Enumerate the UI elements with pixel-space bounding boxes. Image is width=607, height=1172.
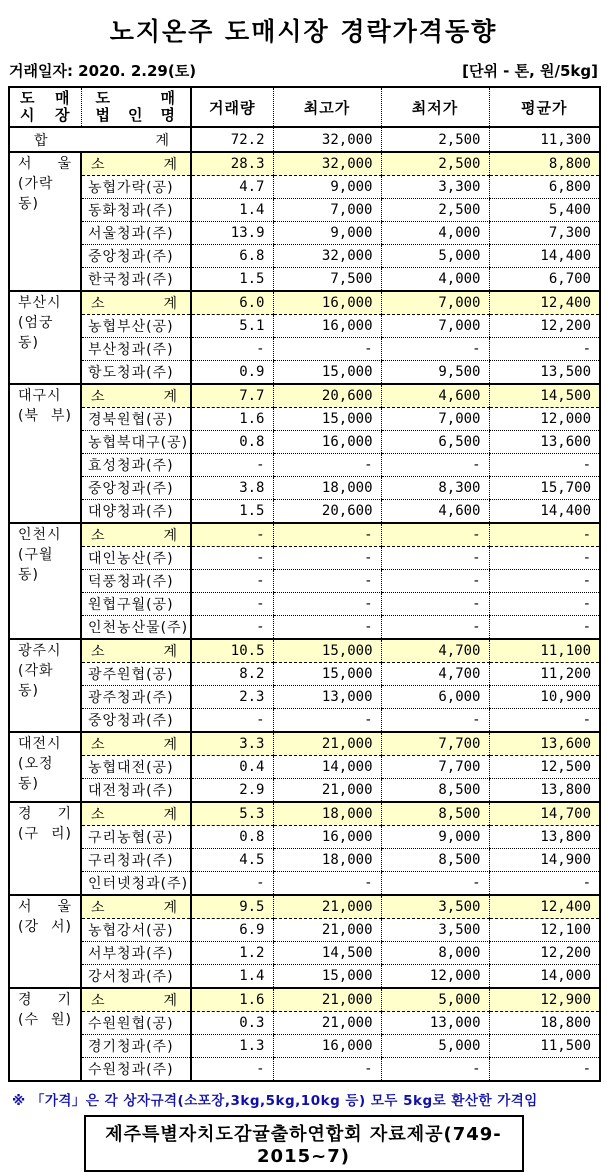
avg-cell: - — [489, 616, 600, 640]
high-cell: - — [273, 454, 381, 477]
subtotal-row — [9, 639, 600, 663]
avg-cell: - — [489, 454, 600, 477]
corp-cell: 원협구월(공) — [81, 593, 191, 616]
market-name: 부산시 — [18, 295, 62, 311]
corp-cell: 소 계 — [81, 802, 191, 826]
high-cell: 32,000 — [273, 245, 381, 268]
volume-cell: - — [191, 338, 273, 361]
volume-cell: 28.3 — [191, 152, 273, 176]
low-cell: 3,500 — [381, 895, 489, 919]
low-cell: 6,000 — [381, 686, 489, 709]
high-cell: - — [273, 570, 381, 593]
market-name: 서 울 — [18, 156, 72, 172]
low-cell: - — [381, 709, 489, 733]
corp-cell: 대인농산(주) — [81, 547, 191, 570]
table-row — [9, 547, 600, 570]
corp-cell: 구리청과(주) — [81, 849, 191, 872]
high-cell: 7,500 — [273, 268, 381, 292]
low-cell: 4,700 — [381, 639, 489, 663]
corp-cell: 중앙청과(주) — [81, 245, 191, 268]
volume-cell: - — [191, 1058, 273, 1082]
high-cell: 18,000 — [273, 802, 381, 826]
corp-cell: 경북원협(공) — [81, 408, 191, 431]
corp-cell: 서울청과(주) — [81, 222, 191, 245]
high-cell: 15,000 — [273, 965, 381, 989]
avg-cell: 14,900 — [489, 849, 600, 872]
table-row — [9, 570, 600, 593]
avg-cell: 12,400 — [489, 895, 600, 919]
volume-cell: - — [191, 616, 273, 640]
avg-cell: 14,500 — [489, 384, 600, 408]
low-cell: 4,600 — [381, 384, 489, 408]
high-cell: 16,000 — [273, 431, 381, 454]
corp-cell: 한국청과(주) — [81, 268, 191, 292]
volume-cell: 4.5 — [191, 849, 273, 872]
market-district: (북 부) — [18, 408, 72, 424]
meta-row — [0, 60, 607, 86]
low-cell: - — [381, 1058, 489, 1082]
low-cell: 5,000 — [381, 1035, 489, 1058]
volume-cell: - — [191, 570, 273, 593]
avg-cell: - — [489, 523, 600, 547]
high-cell: 15,000 — [273, 639, 381, 663]
low-cell: 4,000 — [381, 268, 489, 292]
avg-cell: 14,700 — [489, 802, 600, 826]
trade-date-label: 거래일자: 2020. 2.29(토) — [9, 62, 197, 80]
avg-cell: 15,700 — [489, 477, 600, 500]
low-cell: - — [381, 570, 489, 593]
volume-cell: 2.3 — [191, 686, 273, 709]
volume-cell: 5.1 — [191, 315, 273, 338]
column-header-market: 도 매 시 장 — [9, 87, 81, 127]
high-cell: 21,000 — [273, 732, 381, 756]
volume-cell: 5.3 — [191, 802, 273, 826]
low-cell: 7,700 — [381, 732, 489, 756]
source-text: 제주특별자치도감귤출하연합회 자료제공(749-2015~7) — [105, 1124, 502, 1167]
low-cell: 9,000 — [381, 826, 489, 849]
avg-cell: - — [489, 547, 600, 570]
corp-cell: 소 계 — [81, 291, 191, 315]
corp-cell: 농협부산(공) — [81, 315, 191, 338]
high-cell: - — [273, 523, 381, 547]
high-cell: - — [273, 593, 381, 616]
low-cell: - — [381, 616, 489, 640]
avg-cell: 12,400 — [489, 291, 600, 315]
low-cell: 2,500 — [381, 152, 489, 176]
avg-cell: 12,000 — [489, 408, 600, 431]
table-row — [9, 919, 600, 942]
header-row — [9, 87, 600, 127]
table-row — [9, 779, 600, 803]
high-cell: - — [273, 616, 381, 640]
avg-cell: 12,500 — [489, 756, 600, 779]
high-cell: 32,000 — [273, 127, 381, 152]
low-cell: 3,500 — [381, 919, 489, 942]
corp-cell: 소 계 — [81, 523, 191, 547]
volume-cell: 8.2 — [191, 663, 273, 686]
avg-cell: 14,000 — [489, 965, 600, 989]
table-row — [9, 315, 600, 338]
column-header-volume: 거래량 — [191, 87, 273, 127]
table-row — [9, 361, 600, 385]
high-cell: 9,000 — [273, 222, 381, 245]
volume-cell: 1.5 — [191, 500, 273, 524]
high-cell: 21,000 — [273, 1012, 381, 1035]
avg-cell: 12,200 — [489, 942, 600, 965]
volume-cell: 6.9 — [191, 919, 273, 942]
market-district: (가락동) — [18, 176, 54, 212]
corp-cell: 소 계 — [81, 152, 191, 176]
corp-cell: 중앙청과(주) — [81, 709, 191, 733]
subtotal-row — [9, 523, 600, 547]
volume-cell: 1.4 — [191, 965, 273, 989]
low-cell: 13,000 — [381, 1012, 489, 1035]
avg-cell: 11,100 — [489, 639, 600, 663]
subtotal-row — [9, 291, 600, 315]
market-cell — [9, 291, 81, 384]
table-row — [9, 454, 600, 477]
low-cell: - — [381, 454, 489, 477]
corp-cell: 소 계 — [81, 895, 191, 919]
market-cell — [9, 523, 81, 639]
table-row — [9, 663, 600, 686]
corp-cell: 경기청과(주) — [81, 1035, 191, 1058]
avg-cell: 13,600 — [489, 431, 600, 454]
avg-cell: 12,200 — [489, 315, 600, 338]
market-district: (구 리) — [18, 826, 72, 842]
volume-cell: 1.2 — [191, 942, 273, 965]
high-cell: 15,000 — [273, 361, 381, 385]
corp-cell: 중앙청과(주) — [81, 477, 191, 500]
avg-cell: - — [489, 570, 600, 593]
market-cell — [9, 988, 81, 1081]
avg-cell: - — [489, 338, 600, 361]
low-cell: - — [381, 547, 489, 570]
corp-cell: 소 계 — [81, 639, 191, 663]
market-district: (각화동) — [18, 663, 54, 699]
table-body — [9, 127, 600, 1081]
market-cell — [9, 802, 81, 895]
corp-cell: 광주청과(주) — [81, 686, 191, 709]
table-row — [9, 500, 600, 524]
low-cell: - — [381, 593, 489, 616]
volume-cell: 4.7 — [191, 176, 273, 199]
table-row — [9, 408, 600, 431]
page-title: 노지온주 도매시장 경락가격동향 — [109, 17, 498, 46]
low-cell: - — [381, 523, 489, 547]
corp-cell: 대전청과(주) — [81, 779, 191, 803]
corp-cell: 효성청과(주) — [81, 454, 191, 477]
low-cell: 6,500 — [381, 431, 489, 454]
avg-cell: 14,400 — [489, 245, 600, 268]
high-cell: 32,000 — [273, 152, 381, 176]
subtotal-row — [9, 152, 600, 176]
unit-label: [단위 - 톤, 원/5kg] — [462, 62, 598, 80]
column-header-avg-price: 평균가 — [489, 87, 600, 127]
volume-cell: 10.5 — [191, 639, 273, 663]
table-row — [9, 1035, 600, 1058]
footnote: ※ 「가격」은 각 상자규격(소포장,3kg,5kg,10kg 등) 모두 5kg로 환산한 가격임 — [12, 1093, 538, 1109]
low-cell: 5,000 — [381, 988, 489, 1012]
avg-cell: 13,600 — [489, 732, 600, 756]
high-cell: 21,000 — [273, 895, 381, 919]
corp-cell: 동화청과(주) — [81, 199, 191, 222]
table-row — [9, 1058, 600, 1082]
low-cell: 9,500 — [381, 361, 489, 385]
volume-cell: - — [191, 709, 273, 733]
market-cell — [9, 152, 81, 291]
volume-cell: 1.5 — [191, 268, 273, 292]
market-district: (수 원) — [18, 1012, 72, 1028]
volume-cell: 2.9 — [191, 779, 273, 803]
corp-cell: 광주원협(공) — [81, 663, 191, 686]
table-row — [9, 616, 600, 640]
low-cell: 4,000 — [381, 222, 489, 245]
table-row — [9, 199, 600, 222]
volume-cell: 0.8 — [191, 826, 273, 849]
volume-cell: 3.8 — [191, 477, 273, 500]
avg-cell: 10,900 — [489, 686, 600, 709]
column-header-high-price: 최고가 — [273, 87, 381, 127]
corp-cell: 소 계 — [81, 732, 191, 756]
low-cell: 8,500 — [381, 849, 489, 872]
high-cell: - — [273, 709, 381, 733]
table-row — [9, 477, 600, 500]
high-cell: 15,000 — [273, 663, 381, 686]
high-cell: 20,600 — [273, 384, 381, 408]
market-cell — [9, 639, 81, 732]
high-cell: 13,000 — [273, 686, 381, 709]
high-cell: 16,000 — [273, 826, 381, 849]
volume-cell: 0.3 — [191, 1012, 273, 1035]
high-cell: 21,000 — [273, 988, 381, 1012]
table-row — [9, 593, 600, 616]
avg-cell: 14,400 — [489, 500, 600, 524]
low-cell: 8,000 — [381, 942, 489, 965]
market-name: 경 기 — [18, 806, 72, 822]
market-name: 서 울 — [18, 899, 72, 915]
volume-cell: 7.7 — [191, 384, 273, 408]
corp-cell: 농협북대구(공) — [81, 431, 191, 454]
column-header-corporation: 도 매 법 인 명 — [81, 87, 191, 127]
corp-cell: 항도청과(주) — [81, 361, 191, 385]
volume-cell: 13.9 — [191, 222, 273, 245]
avg-cell: 11,200 — [489, 663, 600, 686]
low-cell: 5,000 — [381, 245, 489, 268]
avg-cell: 11,300 — [489, 127, 600, 152]
table-row — [9, 872, 600, 896]
low-cell: 7,700 — [381, 756, 489, 779]
corp-cell: 인천농산물(주) — [81, 616, 191, 640]
avg-cell: 13,500 — [489, 361, 600, 385]
market-name: 광주시 — [18, 643, 62, 659]
subtotal-row — [9, 988, 600, 1012]
avg-cell: 7,300 — [489, 222, 600, 245]
avg-cell: - — [489, 593, 600, 616]
table-row — [9, 222, 600, 245]
volume-cell: 1.6 — [191, 988, 273, 1012]
avg-cell: 6,700 — [489, 268, 600, 292]
volume-cell: 0.4 — [191, 756, 273, 779]
avg-cell: - — [489, 872, 600, 896]
subtotal-row — [9, 732, 600, 756]
corp-cell: 서부청과(주) — [81, 942, 191, 965]
corp-cell: 농협대전(공) — [81, 756, 191, 779]
table-row — [9, 942, 600, 965]
market-name: 경 기 — [18, 992, 72, 1008]
column-header-low-price: 최저가 — [381, 87, 489, 127]
table-row — [9, 268, 600, 292]
table-row — [9, 686, 600, 709]
table-row — [9, 431, 600, 454]
high-cell: 18,000 — [273, 477, 381, 500]
corp-cell: 수원원협(공) — [81, 1012, 191, 1035]
table-row — [9, 338, 600, 361]
volume-cell: 3.3 — [191, 732, 273, 756]
corp-cell: 부산청과(주) — [81, 338, 191, 361]
volume-cell: 6.8 — [191, 245, 273, 268]
volume-cell: - — [191, 872, 273, 896]
table-row — [9, 849, 600, 872]
high-cell: 18,000 — [273, 849, 381, 872]
low-cell: 7,000 — [381, 315, 489, 338]
high-cell: 21,000 — [273, 919, 381, 942]
high-cell: 16,000 — [273, 315, 381, 338]
volume-cell: 1.3 — [191, 1035, 273, 1058]
high-cell: 14,000 — [273, 756, 381, 779]
table-row — [9, 826, 600, 849]
market-cell — [9, 895, 81, 988]
high-cell: 20,600 — [273, 500, 381, 524]
high-cell: - — [273, 872, 381, 896]
table-row — [9, 176, 600, 199]
low-cell: - — [381, 338, 489, 361]
avg-cell: 13,800 — [489, 826, 600, 849]
high-cell: - — [273, 1058, 381, 1082]
market-cell — [9, 384, 81, 523]
low-cell: 8,300 — [381, 477, 489, 500]
corp-cell: 덕풍청과(주) — [81, 570, 191, 593]
market-district: (구월동) — [18, 547, 54, 583]
avg-cell: 6,800 — [489, 176, 600, 199]
subtotal-row — [9, 802, 600, 826]
table-row — [9, 245, 600, 268]
high-cell: 16,000 — [273, 291, 381, 315]
corp-cell: 대양청과(주) — [81, 500, 191, 524]
high-cell: 16,000 — [273, 1035, 381, 1058]
volume-cell: - — [191, 547, 273, 570]
market-cell — [9, 732, 81, 802]
corp-cell: 구리농협(공) — [81, 826, 191, 849]
subtotal-row — [9, 895, 600, 919]
low-cell: 3,300 — [381, 176, 489, 199]
price-table — [8, 86, 601, 1082]
market-district: (강 서) — [18, 919, 72, 935]
low-cell: 12,000 — [381, 965, 489, 989]
total-row — [9, 127, 600, 152]
high-cell: 21,000 — [273, 779, 381, 803]
low-cell: 8,500 — [381, 779, 489, 803]
low-cell: 2,500 — [381, 199, 489, 222]
corp-cell: 농협가락(공) — [81, 176, 191, 199]
subtotal-row — [9, 384, 600, 408]
corp-cell: 인터넷청과(주) — [81, 872, 191, 896]
total-label: 합 계 — [9, 127, 191, 152]
low-cell: 8,500 — [381, 802, 489, 826]
avg-cell: 5,400 — [489, 199, 600, 222]
volume-cell: 72.2 — [191, 127, 273, 152]
corp-cell: 강서청과(주) — [81, 965, 191, 989]
high-cell: 7,000 — [273, 199, 381, 222]
avg-cell: 8,800 — [489, 152, 600, 176]
market-district: (오정동) — [18, 756, 54, 792]
table-row — [9, 756, 600, 779]
source-box — [84, 1115, 524, 1172]
volume-cell: - — [191, 593, 273, 616]
avg-cell: - — [489, 1058, 600, 1082]
avg-cell: 11,500 — [489, 1035, 600, 1058]
market-name: 인천시 — [18, 527, 62, 543]
table-row — [9, 709, 600, 733]
volume-cell: 6.0 — [191, 291, 273, 315]
avg-cell: 12,900 — [489, 988, 600, 1012]
volume-cell: 1.6 — [191, 408, 273, 431]
market-district: (엄궁동) — [18, 315, 54, 351]
table-row — [9, 1012, 600, 1035]
volume-cell: 1.4 — [191, 199, 273, 222]
low-cell: 4,600 — [381, 500, 489, 524]
corp-cell: 농협강서(공) — [81, 919, 191, 942]
corp-cell: 소 계 — [81, 988, 191, 1012]
low-cell: 4,700 — [381, 663, 489, 686]
corp-cell: 수원청과(주) — [81, 1058, 191, 1082]
low-cell: - — [381, 872, 489, 896]
avg-cell: 18,800 — [489, 1012, 600, 1035]
avg-cell: - — [489, 709, 600, 733]
avg-cell: 12,100 — [489, 919, 600, 942]
low-cell: 7,000 — [381, 408, 489, 431]
market-name: 대구시 — [18, 388, 62, 404]
volume-cell: 9.5 — [191, 895, 273, 919]
high-cell: 9,000 — [273, 176, 381, 199]
volume-cell: - — [191, 454, 273, 477]
corp-cell: 소 계 — [81, 384, 191, 408]
volume-cell: - — [191, 523, 273, 547]
high-cell: 15,000 — [273, 408, 381, 431]
volume-cell: 0.8 — [191, 431, 273, 454]
market-name: 대전시 — [18, 736, 62, 752]
low-cell: 2,500 — [381, 127, 489, 152]
high-cell: 14,500 — [273, 942, 381, 965]
avg-cell: 13,800 — [489, 779, 600, 803]
volume-cell: 0.9 — [191, 361, 273, 385]
high-cell: - — [273, 338, 381, 361]
high-cell: - — [273, 547, 381, 570]
table-row — [9, 965, 600, 989]
low-cell: 7,000 — [381, 291, 489, 315]
